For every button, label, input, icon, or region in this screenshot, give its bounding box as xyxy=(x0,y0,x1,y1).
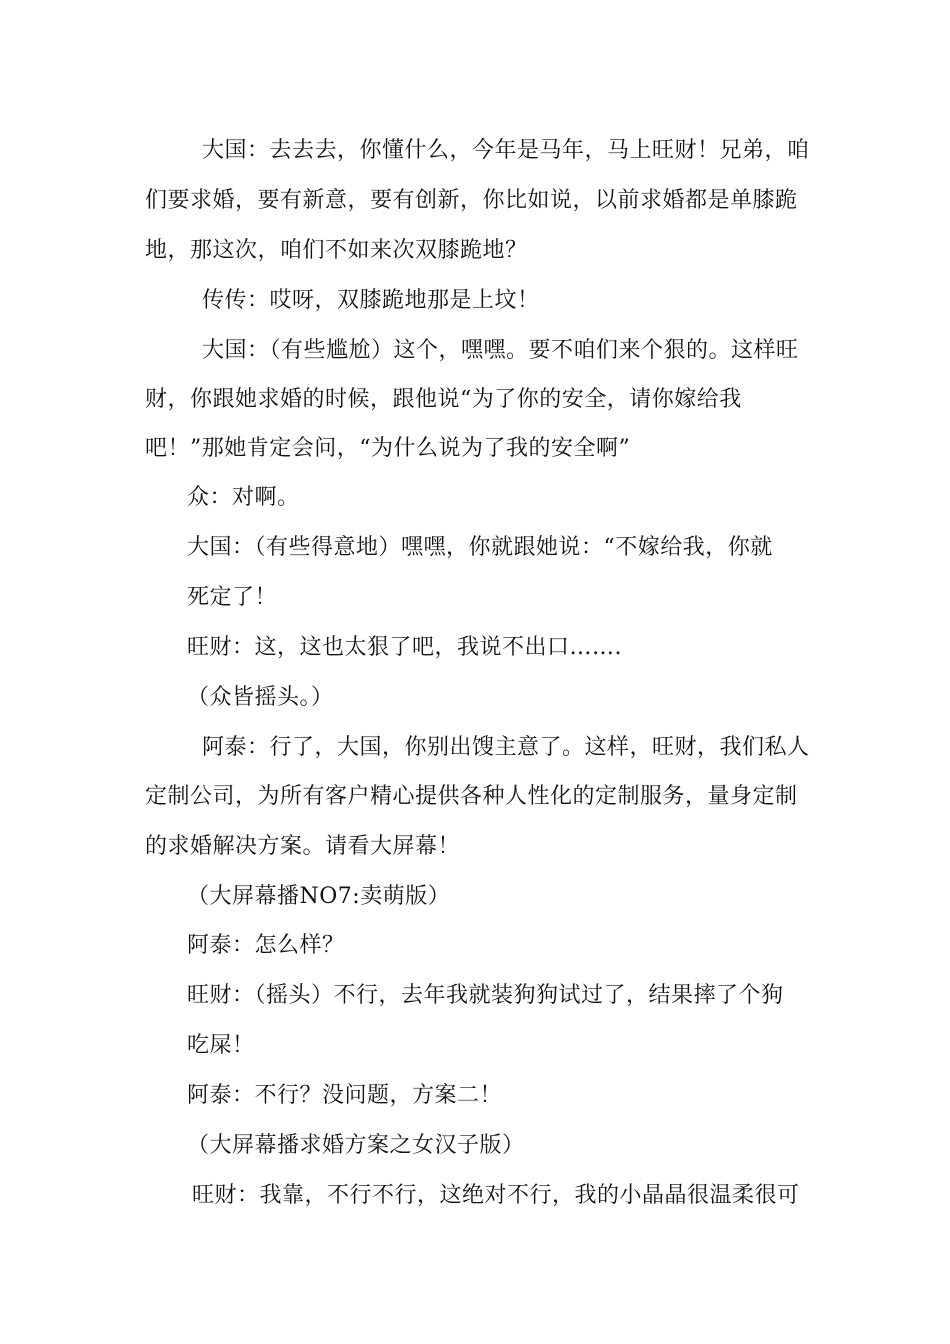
text-line: 吧！”那她肯定会问，“为什么说为了我的安全啊” xyxy=(145,436,631,461)
text-line: 大国：（有些得意地）嘿嘿，你就跟她说：“不嫁给我，你就 xyxy=(187,535,773,560)
text-line: 死定了！ xyxy=(187,585,278,610)
text-line: 阿泰：不行？没问题，方案二！ xyxy=(187,1083,503,1108)
text-line: 大国：去去去，你懂什么，今年是马年，马上旺财！兄弟，咱 xyxy=(202,138,810,163)
text-line: 吃屎！ xyxy=(187,1033,255,1058)
text-line: 阿泰：行了，大国，你别出馊主意了。这样，旺财，我们私人 xyxy=(202,735,810,760)
text-line: 众：对啊。 xyxy=(187,485,300,510)
text-line: 地，那这次，咱们不如来次双膝跪地？ xyxy=(145,238,528,263)
text-line: 财，你跟她求婚的时候，跟他说“为了你的安全，请你嫁给我 xyxy=(145,387,742,412)
text-line: （大屏幕播求婚方案之女汉子版） xyxy=(187,1133,525,1158)
text-line: （众皆摇头。） xyxy=(187,685,334,710)
text-line: 旺财：这，这也太狠了吧，我说不出口……. xyxy=(187,635,622,660)
text-line: 旺财：（摇头）不行，去年我就装狗狗试过了，结果摔了个狗 xyxy=(187,983,784,1008)
text-line: （大屏幕播NO7:卖萌版） xyxy=(187,884,451,909)
text-line: 的求婚解决方案。请看大屏幕！ xyxy=(145,834,461,859)
text-line: 定制公司，为所有客户精心提供各种人性化的定制服务，量身定制 xyxy=(145,784,798,809)
text-line: 传传：哎呀，双膝跪地那是上坟！ xyxy=(202,288,540,313)
text-line: 们要求婚，要有新意，要有创新，你比如说，以前求婚都是单膝跪 xyxy=(145,188,798,213)
text-line: 大国：（有些尴尬）这个，嘿嘿。要不咱们来个狠的。这样旺 xyxy=(202,338,799,363)
text-line: 旺财：我靠，不行不行，这绝对不行，我的小晶晶很温柔很可 xyxy=(192,1183,800,1208)
text-line: 阿泰：怎么样？ xyxy=(187,933,345,958)
